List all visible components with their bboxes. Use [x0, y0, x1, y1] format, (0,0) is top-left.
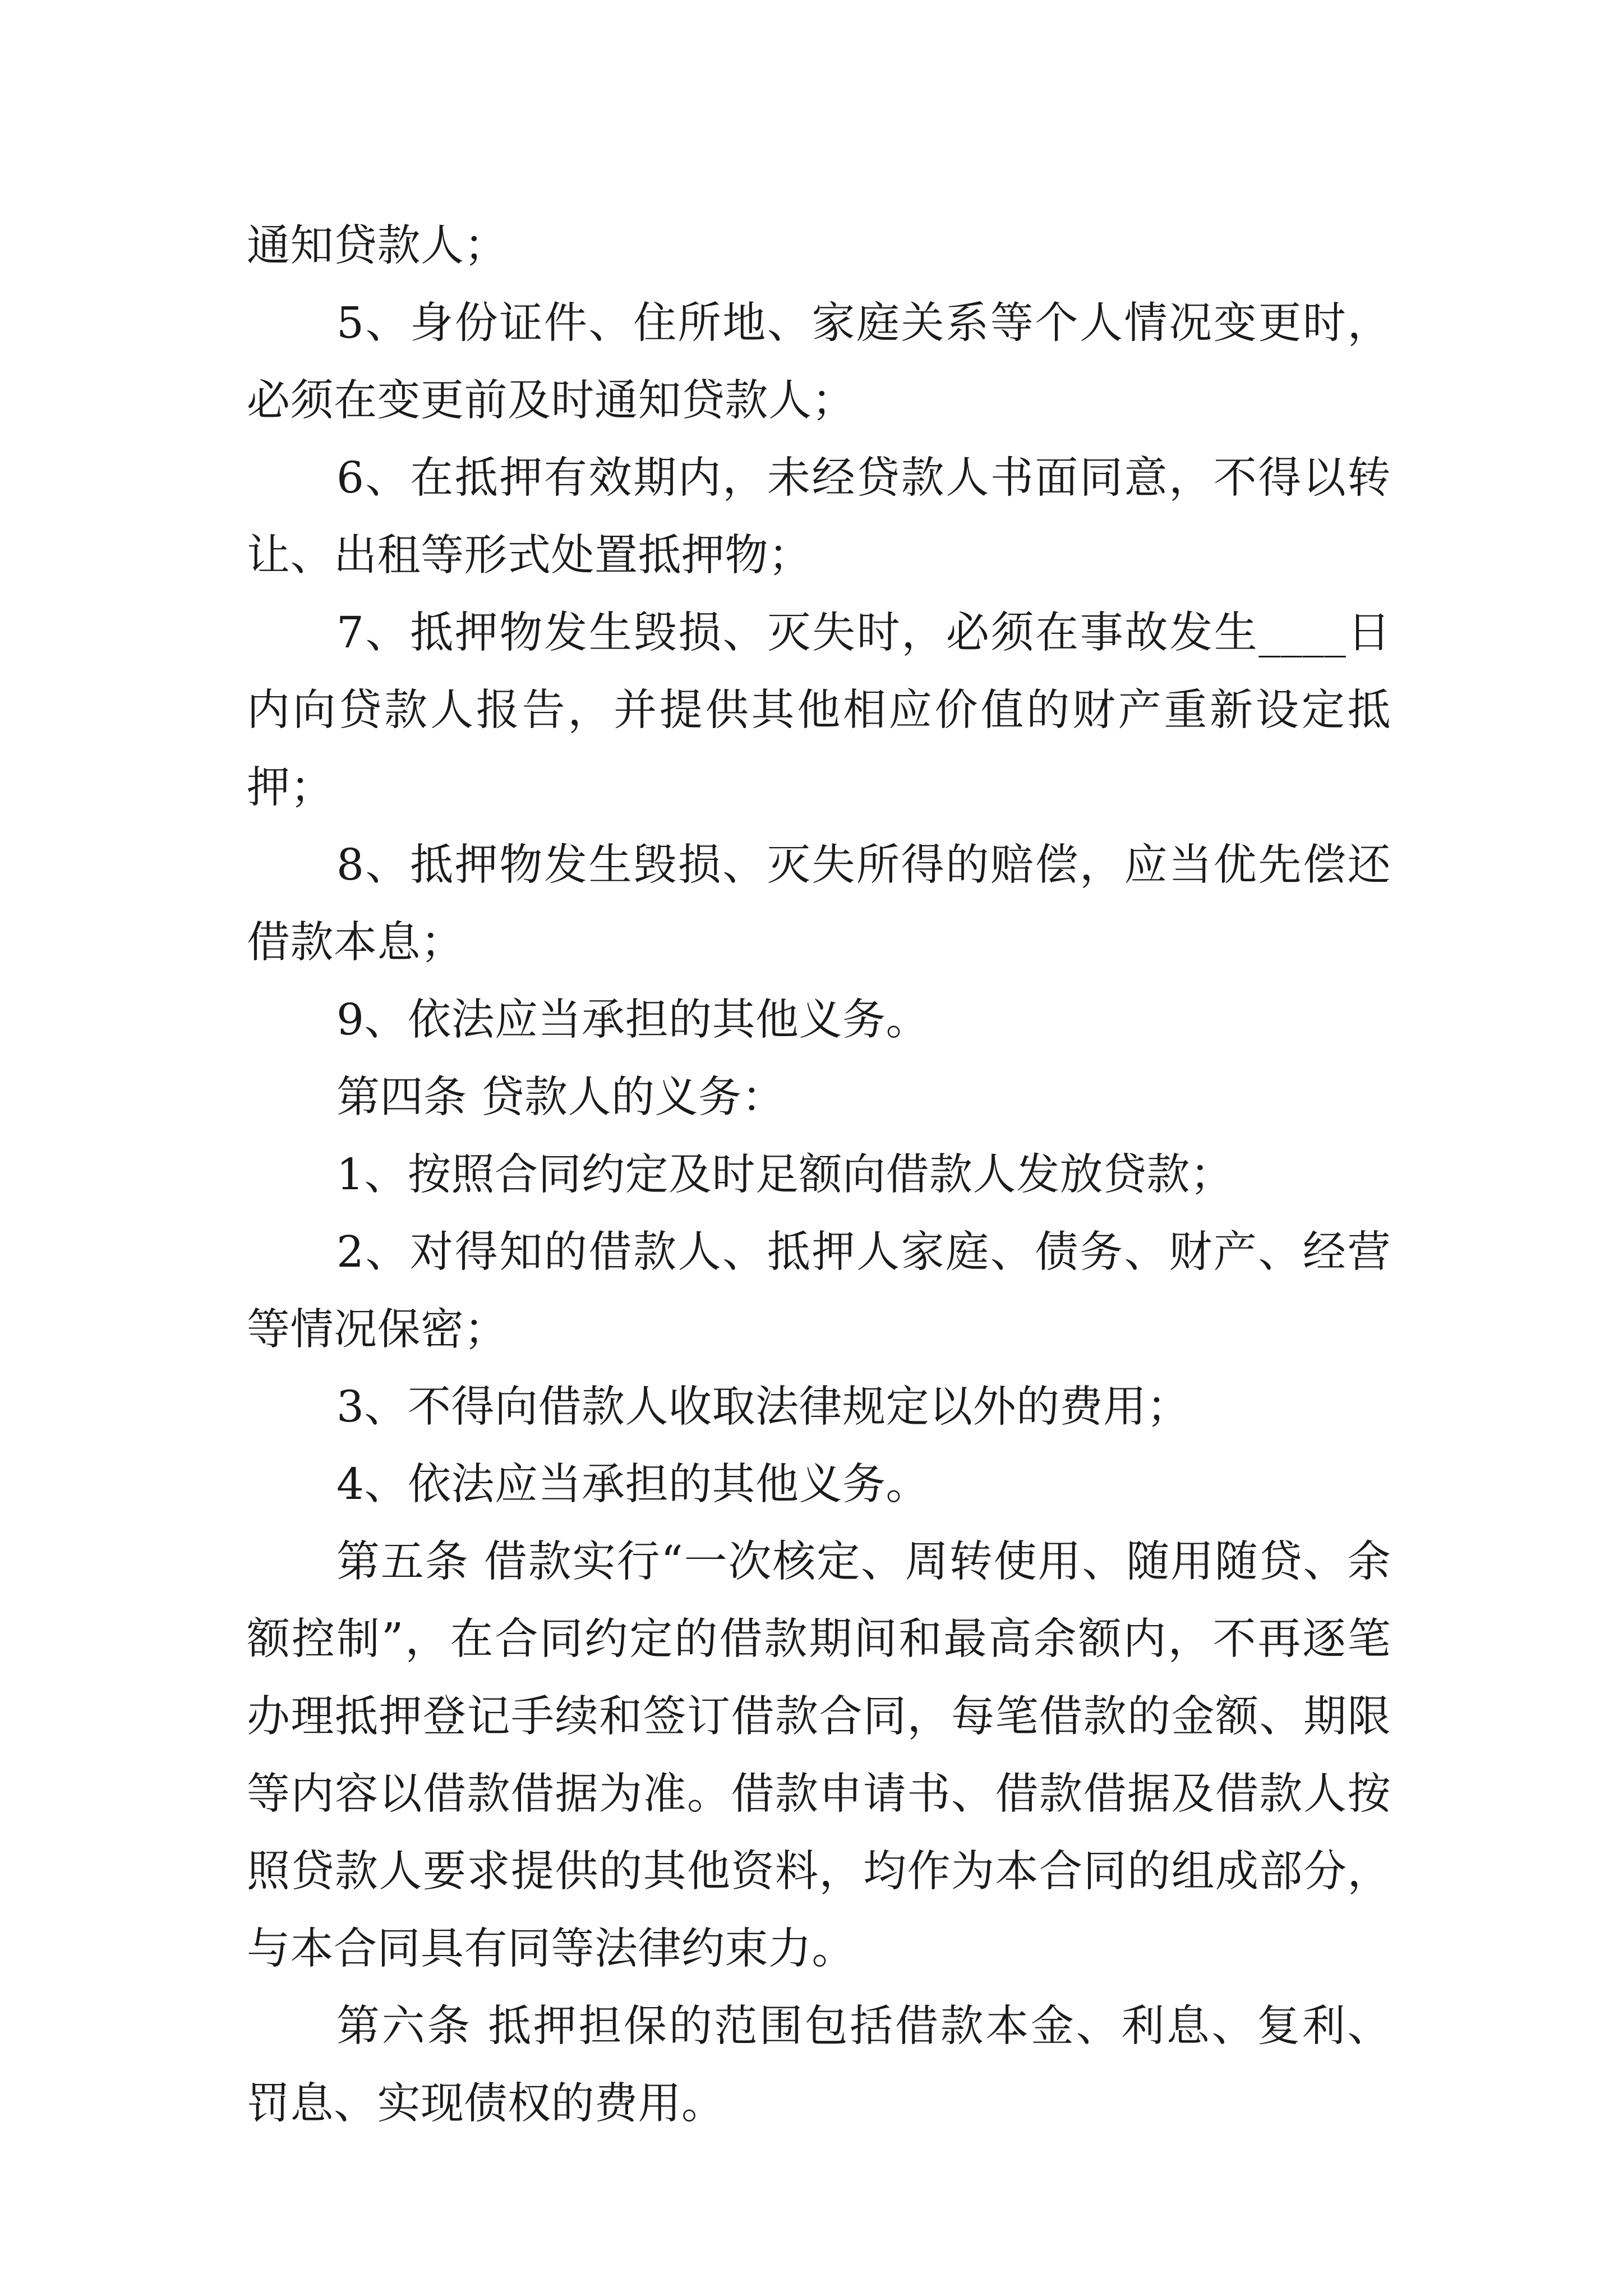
paragraph-item-5: 5、身份证件、住所地、家庭关系等个人情况变更时，必须在变更前及时通知贷款人；: [247, 298, 1391, 426]
article-4-heading: 第四条 贷款人的义务：: [336, 1073, 785, 1122]
paragraph-item-9: 9、依法应当承担的其他义务。: [336, 995, 929, 1045]
paragraph-item-7: 7、抵押物发生毁损、灭失时，必须在事故发生____日内向贷款人报告，并提供其他相应价值的财产重新设定抵押；: [247, 608, 1391, 813]
article-4-item-2: 2、对得知的借款人、抵押人家庭、债务、财产、经营等情况保密；: [247, 1227, 1391, 1355]
article-6: 第六条 抵押担保的范围包括借款本金、利息、复利、罚息、实现债权的费用。: [247, 2001, 1391, 2129]
article-5: 第五条 借款实行“一次核定、周转使用、随用随贷、余额控制”，在合同约定的借款期间和最高余额内，不再逐笔办理抵押登记手续和签订借款合同，每笔借款的金额、期限等内容以借款借据为准。借款申请书、借款借据及借款人按照贷款人要求提供的其他资料，均作为本合同的组成部分，与本合同具有同等法律约束力。: [247, 1537, 1391, 1974]
paragraph-item-6: 6、在抵押有效期内，未经贷款人书面同意，不得以转让、出租等形式处置抵押物；: [247, 453, 1391, 581]
document-body: [247, 208, 1391, 2143]
paragraph-item-8: 8、抵押物发生毁损、灭失所得的赔偿，应当优先偿还借款本息；: [247, 840, 1391, 968]
article-4-item-1: 1、按照合同约定及时足额向借款人发放贷款；: [336, 1150, 1234, 1200]
article-4-item-4: 4、依法应当承担的其他义务。: [336, 1460, 929, 1510]
article-4-item-3: 3、不得向借款人收取法律规定以外的费用；: [336, 1382, 1190, 1432]
paragraph-continuation: 通知贷款人；: [247, 221, 508, 271]
